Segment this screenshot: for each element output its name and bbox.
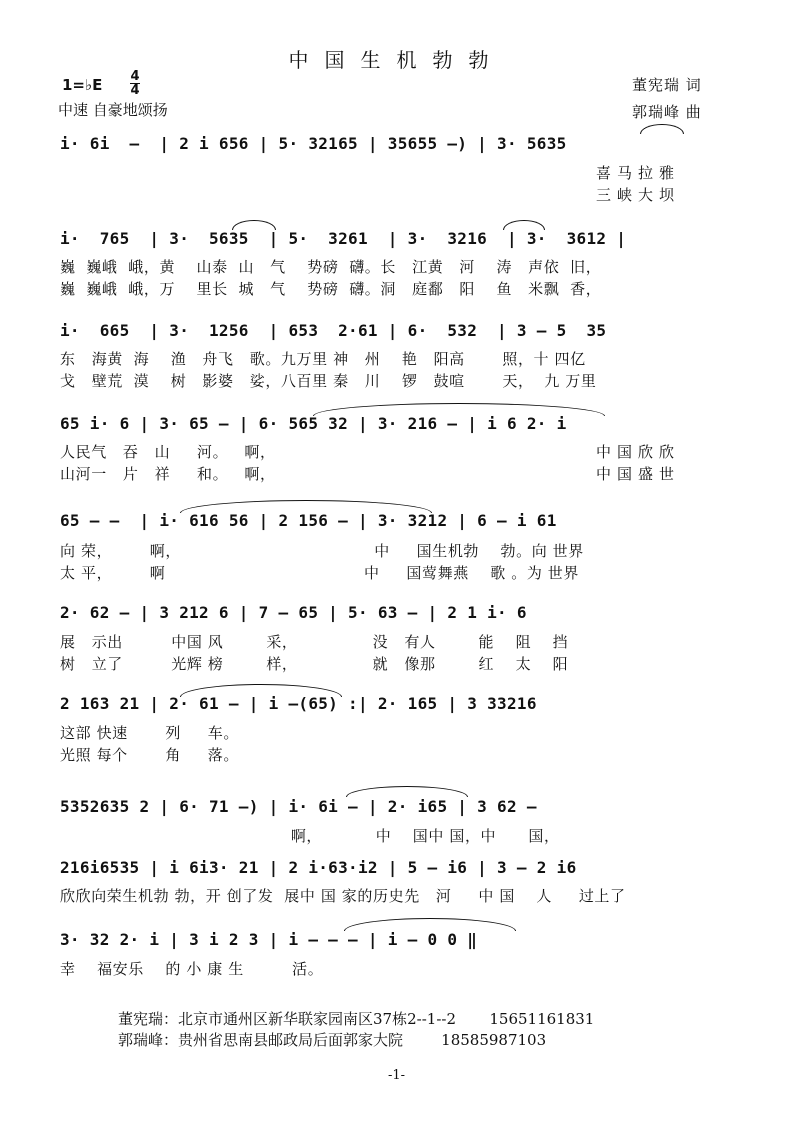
lyric-line: 中国欣欣 <box>596 443 681 461</box>
slur <box>503 220 545 230</box>
contact-line: 郭瑞峰：贵州省思南县邮政局后面郭家大院 18585987103 <box>118 1031 547 1049</box>
slur <box>232 220 276 230</box>
notation-line: 2 163 21 | 2· 61 – | i –(65) :| 2· 165 | 3 33216 <box>60 694 537 713</box>
notation-line: 3· 32 2· i | 3 i 2 3 | i – – – | i – 0 0 ‖ <box>60 930 478 949</box>
slur <box>346 786 468 797</box>
lyric-line: 太 平， 啊 中 国莺舞燕 歌 。为 世界 <box>60 564 580 582</box>
lyric-line: 山河一 片 祥 和。 啊， <box>60 465 276 483</box>
lyric-line: 幸 福安乐 的 小 康 生 活。 <box>60 960 324 978</box>
time-signature <box>130 70 140 97</box>
slur <box>344 918 516 931</box>
lyric-line: 三峡大坝 <box>596 186 681 204</box>
slur <box>313 403 605 416</box>
lyric-line: 光照 每个 角 落。 <box>60 746 239 764</box>
meter-top: 4 <box>130 69 140 84</box>
slur <box>180 684 342 697</box>
lyric-line: 啊， 中 国中 国，中 国， <box>60 827 560 845</box>
notation-line: 2· 62 – | 3 212 6 | 7 – 65 | 5· 63 – | 2 1 i· 6 <box>60 603 527 622</box>
notation-line: i· 765 | 3· 5635 | 5· 3261 | 3· 3216 | 3· 3612 | <box>60 229 627 248</box>
notation-line: 65 – – | i· 616 56 | 2 156 – | 3· 3212 | 6 – i 61 <box>60 511 557 530</box>
notation-line: i· 665 | 3· 1256 | 653 2·61 | 6· 532 | 3 – 5 35 <box>60 321 607 340</box>
lyric-line: 树 立了 光辉 榜 样， 就 像那 红 太 阳 <box>60 655 569 673</box>
lyric-line: 欣欣向荣生机勃 勃，开 创了发 展中 国 家的历史先 河 中 国 人 过上了 <box>60 887 626 905</box>
notation-line: 216i6535 | i 6i3· 21 | 2 i·63·i2 | 5 – i6 | 3 – 2 i6 <box>60 858 577 877</box>
lyric-line: 中国盛世 <box>596 465 681 483</box>
slur <box>180 500 432 513</box>
key-signature: 1=♭E <box>62 76 103 94</box>
lyric-line: 这部 快速 列 车。 <box>60 724 239 742</box>
meter-bottom: 4 <box>130 83 140 98</box>
lyricist-credit: 董宪瑞 词 <box>632 76 702 94</box>
notation-line: 65 i· 6 | 3· 65 – | 6· 565 32 | 3· 216 – | i 6 2· i <box>60 414 567 433</box>
lyric-line: 巍 巍峨 峨，万 里长 城 气 势磅 礴。洞 庭鄱 阳 鱼 米飘 香， <box>60 280 602 298</box>
page-number: -1- <box>387 1068 406 1083</box>
lyric-line: 喜马拉雅 <box>596 164 681 182</box>
page-title: 中国生机勃勃 <box>288 48 505 72</box>
contact-line: 董宪瑞：北京市通州区新华联家园南区37栋2--1--2 15651161831 <box>118 1010 595 1028</box>
notation-line: i· 6i – | 2 i 656 | 5· 32165 | 35655 –) | 3· 5635 <box>60 134 567 153</box>
notation-line: 5352635 2 | 6· 71 –) | i· 6i – | 2· i65 | 3 62 – <box>60 797 537 816</box>
lyric-line: 向 荣， 啊， 中 国生机勃 勃。向 世界 <box>60 542 584 560</box>
lyric-line: 展 示出 中国 风 采， 没 有人 能 阻 挡 <box>60 633 569 651</box>
tempo-marking: 中速 自豪地颂扬 <box>58 101 168 119</box>
lyric-line: 东 海黄 海 渔 舟飞 歌。九万里 神 州 艳 阳高 照，十 四亿 <box>60 350 586 368</box>
slur <box>640 124 684 134</box>
lyric-line: 人民气 吞 山 河。 啊， <box>60 443 276 461</box>
composer-credit: 郭瑞峰 曲 <box>632 103 702 121</box>
lyric-line: 戈 壁荒 漠 树 影婆 娑，八百里 秦 川 锣 鼓喧 天， 九 万里 <box>60 372 597 390</box>
lyric-line: 巍 巍峨 峨，黄 山泰 山 气 势磅 礴。长 江黄 河 涛 声依 旧， <box>60 258 602 276</box>
